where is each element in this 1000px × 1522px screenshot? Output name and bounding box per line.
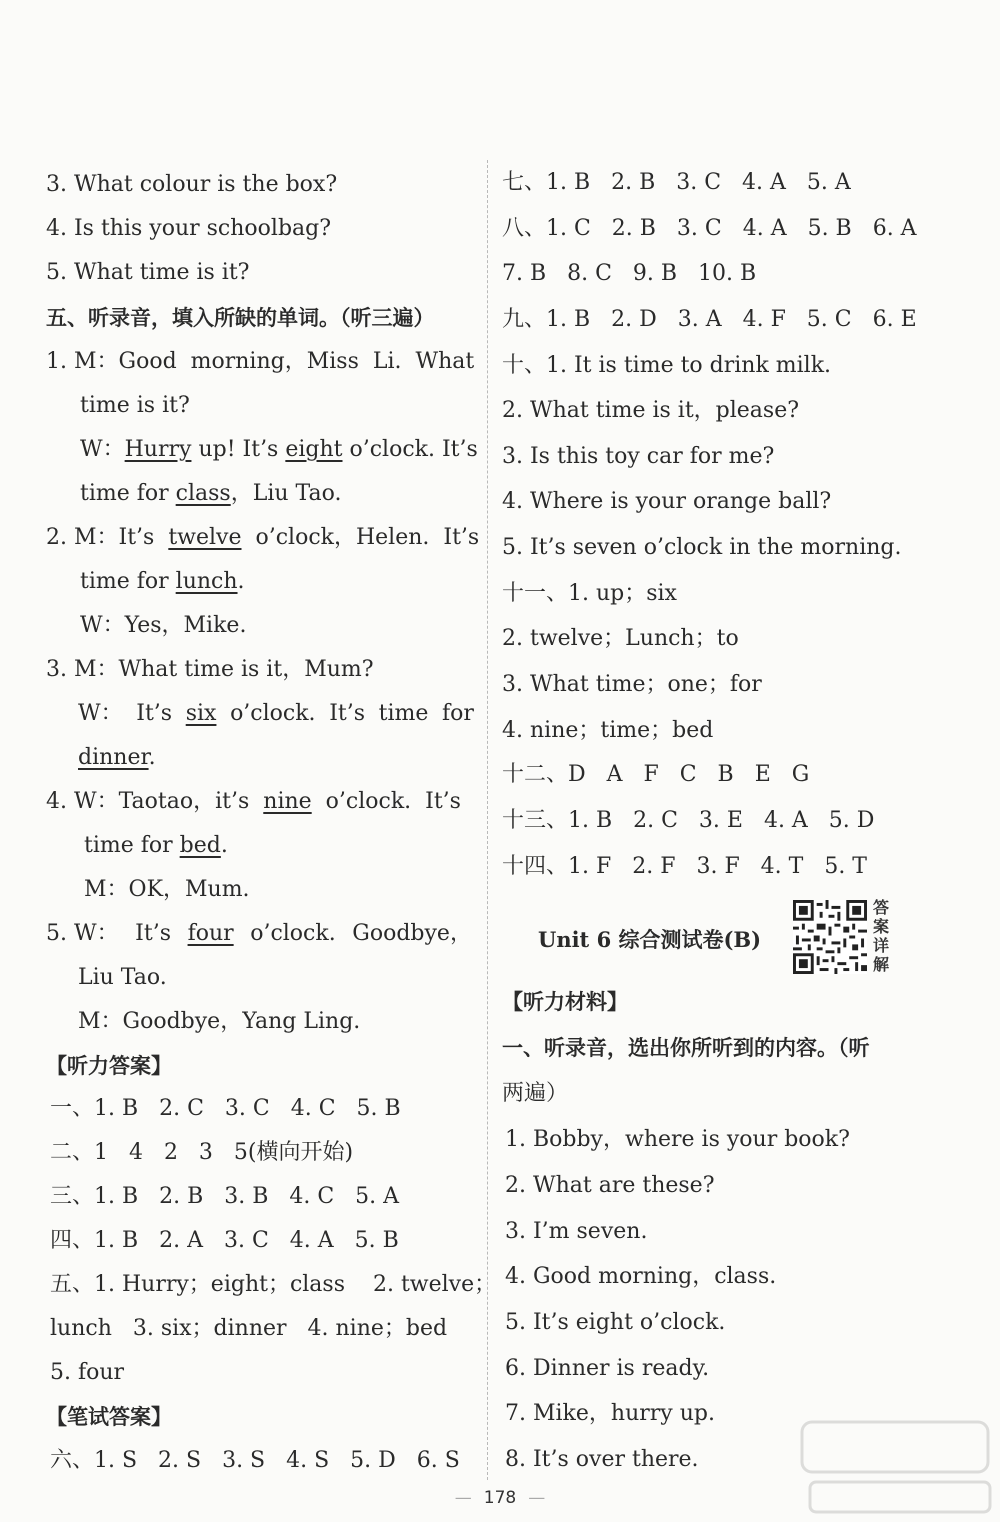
qr-caption: 答案详解 [873, 898, 890, 974]
dialog-text: It’s [329, 701, 366, 726]
dialog-line: 3. M：What time is it，Mum? [46, 657, 374, 682]
dialog-text: time for [80, 569, 176, 594]
answer-word: class [175, 481, 231, 506]
answer-line: 十、1. It is time to drink milk. [502, 353, 832, 378]
speaker: 5. W： [46, 921, 119, 946]
text-line: 8. It’s over there. [505, 1447, 699, 1472]
text-line: 5. It’s eight o’clock. [505, 1310, 726, 1335]
dialog-line: W：Yes，Mike. [80, 613, 247, 638]
dialog-text: It’s [135, 921, 171, 946]
answer-line: 5. four [50, 1360, 125, 1385]
text-line: 2. What are these? [505, 1173, 715, 1198]
dialog-text: o’clock. It’s [342, 437, 478, 462]
dialog-line [46, 787, 461, 817]
dialog-text: ，Liu Tao. [230, 481, 342, 506]
dialog-text: It’s [136, 701, 173, 726]
dialog-text: 1. M：Good morning，Miss Li. What [46, 349, 475, 374]
dialog-line: Liu Tao. [78, 965, 167, 990]
answer-line: 一、1. B 2. C 3. C 4. C 5. B [50, 1096, 401, 1121]
dialog-line [80, 435, 478, 465]
section-heading: 【听力答案】 [46, 1054, 172, 1078]
answer-line: 四、1. B 2. A 3. C 4. A 5. B [50, 1228, 399, 1253]
dialog-line [80, 567, 245, 597]
section-heading: 【笔试答案】 [46, 1405, 172, 1429]
dialog-text: 2. M：It’s [46, 525, 169, 550]
dialog-text: time for [80, 481, 176, 506]
speaker: W： [78, 701, 123, 726]
text-line: 6. Dinner is ready. [505, 1356, 710, 1381]
dialog-text: Goodbye， [352, 921, 472, 946]
section-heading: 五、听录音，填入所缺的单词。（听三遍） [46, 306, 435, 330]
page-number [0, 1488, 1000, 1508]
answer-line: 七、1. B 2. B 3. C 4. A 5. A [502, 170, 851, 195]
text-line: 3. I’m seven. [505, 1219, 648, 1244]
answer-line: 7. B 8. C 9. B 10. B [502, 261, 757, 286]
answer-line: 5. It’s seven o’clock in the morning. [502, 535, 902, 560]
answer-word: six [185, 701, 217, 726]
dialog-text: o’clock. It’s [311, 789, 461, 814]
text-line: 3. What colour is the box? [46, 172, 338, 197]
dialog-line [46, 919, 472, 949]
answer-line: 八、1. C 2. B 3. C 4. A 5. B 6. A [502, 216, 917, 241]
answer-line: 3. Is this toy car for me? [502, 444, 775, 469]
section-heading: 一、听录音，选出你所听到的内容。（听 [502, 1036, 870, 1060]
dialog-text: . [148, 745, 156, 770]
dash-left: — [454, 1488, 472, 1508]
dialog-line: M：Goodbye，Yang Ling. [78, 1009, 361, 1034]
unit-title: Unit 6 综合测试卷(B) [538, 927, 762, 952]
text-line: 5. What time is it? [46, 260, 250, 285]
dialog-text: o’clock，Helen. It’s [241, 525, 480, 550]
answer-word: four [187, 921, 234, 946]
answer-line: lunch 3. six；dinner 4. nine；bed [50, 1316, 448, 1341]
qr-code-icon[interactable] [793, 900, 867, 974]
answer-word: eight [285, 437, 343, 462]
answer-line: 十一、1. up；six [502, 581, 677, 606]
answer-line: 2. What time is it，please? [502, 398, 800, 423]
page-number-value: 178 [483, 1488, 517, 1508]
dialog-line [84, 831, 228, 861]
answer-line: 六、1. S 2. S 3. S 4. S 5. D 6. S [50, 1448, 460, 1473]
dialog-line [78, 699, 474, 729]
dialog-text: time [378, 701, 429, 726]
answer-line: 三、1. B 2. B 3. B 4. C 5. A [50, 1184, 400, 1209]
text-line: 4. Is this your schoolbag? [46, 216, 332, 241]
answer-line: 五、1. Hurry；eight；class 2. twelve； [50, 1272, 497, 1297]
answer-word: bed [179, 833, 221, 858]
dialog-line [46, 347, 474, 377]
text-line: 7. Mike，hurry up. [505, 1401, 715, 1426]
dash-right: — [528, 1488, 546, 1508]
text-line: 1. Bobby，where is your book? [505, 1127, 850, 1152]
dialog-text: o’clock. [250, 921, 336, 946]
dialog-line: M：OK，Mum. [84, 877, 250, 902]
answer-word: dinner [78, 745, 149, 770]
dialog-text: up! It’s [191, 437, 286, 462]
dialog-line [80, 479, 341, 509]
dialog-line: time is it? [80, 393, 190, 418]
answer-word: Hurry [124, 437, 192, 462]
answer-word: lunch [175, 569, 238, 594]
answer-line: 十四、1. F 2. F 3. F 4. T 5. T [502, 854, 867, 879]
dialog-text: 4. W：Taotao，it’s [46, 789, 264, 814]
answer-line: 4. Where is your orange ball? [502, 489, 832, 514]
dialog-text: . [220, 833, 228, 858]
text-line: 两遍） [502, 1081, 569, 1106]
answer-line: 2. twelve；Lunch；to [502, 626, 739, 651]
dialog-text: for [442, 701, 474, 726]
answer-line: 十二、D A F C B E G [502, 762, 810, 787]
answer-word: nine [263, 789, 312, 814]
section-heading: 【听力材料】 [502, 990, 628, 1014]
answer-line: 4. nine；time；bed [502, 718, 714, 743]
dialog-text: time for [84, 833, 180, 858]
dialog-line [78, 743, 156, 773]
dialog-text: . [237, 569, 245, 594]
answer-line: 十三、1. B 2. C 3. E 4. A 5. D [502, 808, 875, 833]
dialog-line [46, 523, 479, 553]
dialog-text: o’clock. [230, 701, 316, 726]
speaker: W： [80, 437, 125, 462]
answer-line: 九、1. B 2. D 3. A 4. F 5. C 6. E [502, 307, 917, 332]
answer-line: 3. What time；one；for [502, 672, 762, 697]
answer-line: 二、1 4 2 3 5(横向开始) [50, 1140, 354, 1165]
answer-word: twelve [168, 525, 242, 550]
text-line: 4. Good morning，class. [505, 1264, 777, 1289]
